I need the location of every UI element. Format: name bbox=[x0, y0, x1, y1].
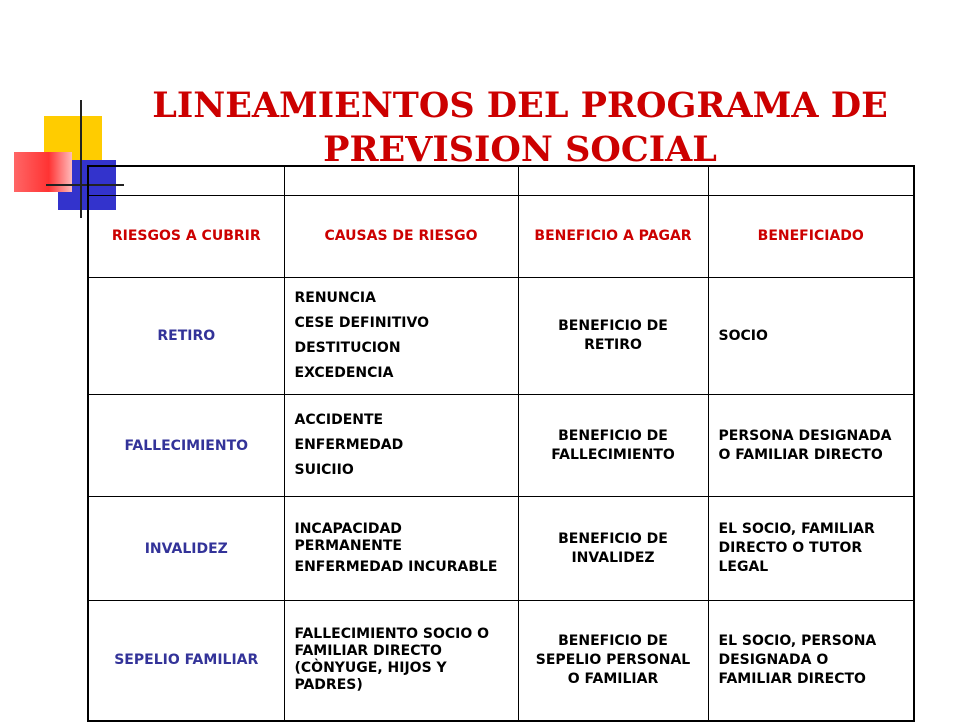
spacer-cell bbox=[518, 166, 708, 196]
header-riesgos: RIESGOS A CUBRIR bbox=[88, 196, 284, 278]
risk-cell: FALLECIMIENTO bbox=[88, 395, 284, 497]
table-header-row bbox=[88, 196, 914, 278]
spacer-cell bbox=[708, 166, 914, 196]
program-table bbox=[87, 165, 915, 722]
causes-cell bbox=[284, 601, 518, 721]
table-row-invalidez bbox=[88, 497, 914, 601]
cause-item: SUICIIO bbox=[294, 462, 354, 478]
causes-cell bbox=[284, 278, 518, 395]
cause-item: EXCEDENCIA bbox=[294, 365, 394, 381]
table-row-sepelio bbox=[88, 601, 914, 721]
table-row-fallecimiento bbox=[88, 395, 914, 497]
cause-item: DESTITUCION bbox=[294, 340, 401, 356]
cause-item: INCAPACIDAD PERMANENTE bbox=[294, 521, 402, 554]
recipient-cell: SOCIO bbox=[708, 278, 914, 395]
header-causas: CAUSAS DE RIESGO bbox=[284, 196, 518, 278]
header-beneficio: BENEFICIO A PAGAR bbox=[518, 196, 708, 278]
decor-vertical-line bbox=[80, 100, 82, 218]
decor-red-bar bbox=[14, 152, 72, 192]
cause-item: ENFERMEDAD INCURABLE bbox=[294, 559, 498, 575]
spacer-cell bbox=[284, 166, 518, 196]
causes-cell bbox=[284, 497, 518, 601]
risk-cell: RETIRO bbox=[88, 278, 284, 395]
title-line-2: PREVISION SOCIAL bbox=[323, 129, 717, 170]
page-title bbox=[140, 84, 900, 172]
cause-item: RENUNCIA bbox=[294, 290, 376, 306]
causes-cell bbox=[284, 395, 518, 497]
benefit-cell: BENEFICIO DE FALLECIMIENTO bbox=[518, 395, 708, 497]
recipient-cell: EL SOCIO, PERSONA DESIGNADA O FAMILIAR DIRECTO bbox=[708, 601, 914, 721]
risk-cell: INVALIDEZ bbox=[88, 497, 284, 601]
risk-cell: SEPELIO FAMILIAR bbox=[88, 601, 284, 721]
cause-item: ENFERMEDAD bbox=[294, 437, 404, 453]
cause-item: CESE DEFINITIVO bbox=[294, 315, 429, 331]
cause-item: ACCIDENTE bbox=[294, 412, 384, 428]
spacer-cell bbox=[88, 166, 284, 196]
title-line-1: LINEAMIENTOS DEL PROGRAMA DE bbox=[152, 85, 888, 126]
benefit-cell: BENEFICIO DE RETIRO bbox=[518, 278, 708, 395]
recipient-cell: EL SOCIO, FAMILIAR DIRECTO O TUTOR LEGAL bbox=[708, 497, 914, 601]
table-top-spacer-row bbox=[88, 166, 914, 196]
header-beneficiado: BENEFICIADO bbox=[708, 196, 914, 278]
benefit-cell: BENEFICIO DE SEPELIO PERSONAL O FAMILIAR bbox=[518, 601, 708, 721]
cause-item: FALLECIMIENTO SOCIO O FAMILIAR DIRECTO (CÒNYUGE, HIJOS Y PADRES) bbox=[294, 626, 490, 694]
benefit-cell: BENEFICIO DE INVALIDEZ bbox=[518, 497, 708, 601]
recipient-cell: PERSONA DESIGNADA O FAMILIAR DIRECTO bbox=[708, 395, 914, 497]
table-row-retiro bbox=[88, 278, 914, 395]
